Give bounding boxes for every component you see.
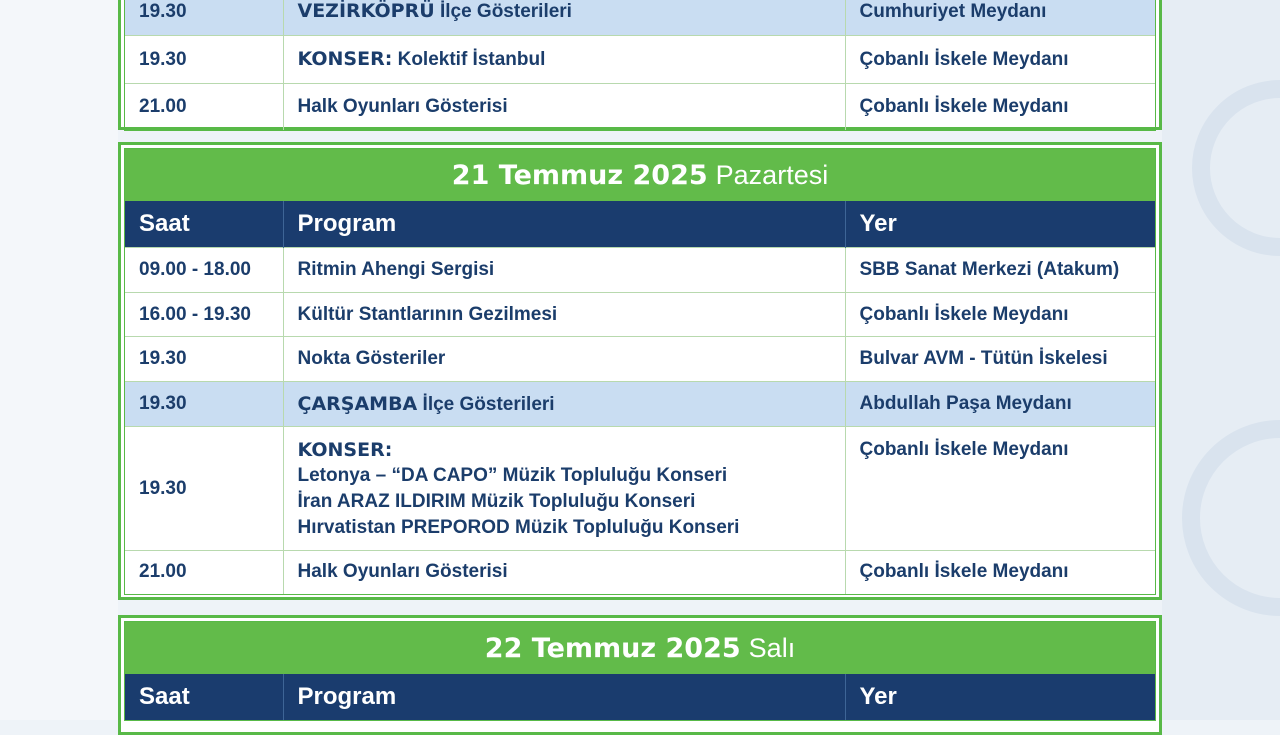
program-cell: Nokta Gösteriler bbox=[283, 337, 845, 382]
day-date: 22 Temmuz 2025 bbox=[484, 632, 741, 664]
place-cell: Çobanlı İskele Meydanı bbox=[845, 36, 1155, 84]
program-cell: Halk Oyunları Gösterisi bbox=[283, 551, 845, 594]
day-weekday: Salı bbox=[748, 632, 796, 663]
place-cell: Cumhuriyet Meydanı bbox=[845, 0, 1155, 36]
time-cell: 21.00 bbox=[125, 84, 283, 130]
background-left bbox=[0, 0, 118, 720]
place-cell: Abdullah Paşa Meydanı bbox=[845, 382, 1155, 427]
table-row bbox=[125, 551, 1155, 594]
day-header bbox=[125, 622, 1155, 674]
schedule-table-day-21 bbox=[125, 201, 1155, 594]
time-cell: 19.30 bbox=[125, 0, 283, 36]
program-line: Letonya – “DA CAPO” Müzik Topluluğu Konseri bbox=[297, 465, 728, 486]
place-cell: Çobanlı İskele Meydanı bbox=[845, 293, 1155, 337]
schedule-table-day-22 bbox=[125, 674, 1155, 720]
column-header-time: Saat bbox=[125, 201, 283, 248]
time-cell: 21.00 bbox=[125, 551, 283, 594]
program-text: İlçe Gösterileri bbox=[422, 393, 555, 415]
schedule-block-day-22 bbox=[118, 615, 1162, 735]
program-keyword: KONSER: bbox=[297, 439, 393, 461]
day-date: 21 Temmuz 2025 bbox=[451, 159, 708, 191]
time-cell: 19.30 bbox=[125, 337, 283, 382]
program-cell bbox=[283, 382, 845, 427]
place-cell: SBB Sanat Merkezi (Atakum) bbox=[845, 248, 1155, 293]
program-cell: Kültür Stantlarının Gezilmesi bbox=[283, 293, 845, 337]
schedule-table-previous-day bbox=[125, 0, 1155, 130]
program-cell: Halk Oyunları Gösterisi bbox=[283, 84, 845, 130]
program-keyword: VEZİRKÖPRÜ bbox=[297, 0, 435, 22]
program-cell bbox=[283, 0, 845, 36]
time-cell: 19.30 bbox=[125, 427, 283, 551]
program-cell bbox=[283, 36, 845, 84]
background-right-ornament bbox=[1162, 0, 1280, 720]
time-cell: 09.00 - 18.00 bbox=[125, 248, 283, 293]
column-header-place: Yer bbox=[845, 201, 1155, 248]
column-header-place: Yer bbox=[845, 674, 1155, 720]
program-text: Kolektif İstanbul bbox=[397, 49, 546, 70]
table-row bbox=[125, 427, 1155, 551]
place-cell: Çobanlı İskele Meydanı bbox=[845, 427, 1155, 551]
table-header-row bbox=[125, 201, 1155, 248]
table-row bbox=[125, 84, 1155, 130]
table-row bbox=[125, 0, 1155, 36]
program-line: Hırvatistan PREPOROD Müzik Topluluğu Konseri bbox=[297, 517, 740, 538]
program-keyword: KONSER: bbox=[297, 48, 393, 70]
table-row bbox=[125, 382, 1155, 427]
schedule-block-previous-day bbox=[118, 0, 1162, 130]
time-cell: 16.00 - 19.30 bbox=[125, 293, 283, 337]
place-cell: Bulvar AVM - Tütün İskelesi bbox=[845, 337, 1155, 382]
table-row bbox=[125, 293, 1155, 337]
program-cell: Ritmin Ahengi Sergisi bbox=[283, 248, 845, 293]
place-cell: Çobanlı İskele Meydanı bbox=[845, 551, 1155, 594]
day-weekday: Pazartesi bbox=[715, 159, 829, 190]
column-header-program: Program bbox=[283, 674, 845, 720]
day-header bbox=[125, 149, 1155, 201]
table-row bbox=[125, 337, 1155, 382]
program-keyword: ÇARŞAMBA bbox=[297, 392, 418, 415]
table-row bbox=[125, 36, 1155, 84]
column-header-program: Program bbox=[283, 201, 845, 248]
table-header-row bbox=[125, 674, 1155, 720]
program-line: İran ARAZ ILDIRIM Müzik Topluluğu Konseri bbox=[297, 491, 696, 512]
time-cell: 19.30 bbox=[125, 36, 283, 84]
table-row bbox=[125, 248, 1155, 293]
column-header-time: Saat bbox=[125, 674, 283, 720]
program-cell bbox=[283, 427, 845, 551]
place-cell: Çobanlı İskele Meydanı bbox=[845, 84, 1155, 130]
schedule-block-day-21 bbox=[118, 142, 1162, 600]
time-cell: 19.30 bbox=[125, 382, 283, 427]
program-text: İlçe Gösterileri bbox=[439, 1, 572, 22]
